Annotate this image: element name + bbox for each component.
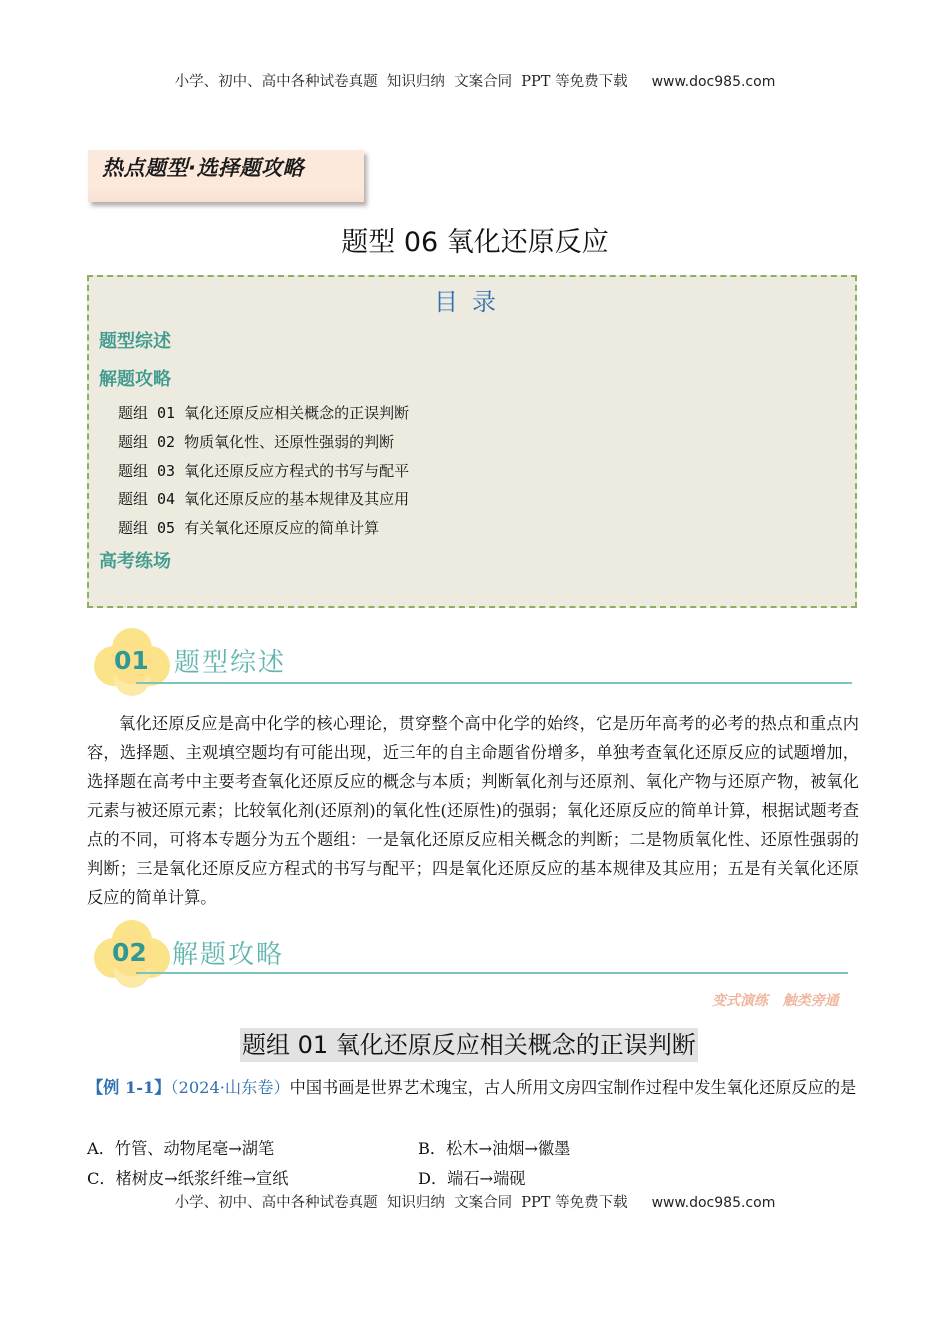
option-key: C． — [87, 1169, 116, 1188]
section-02-heading — [92, 918, 862, 988]
page-footer — [0, 1191, 950, 1212]
option-key: A． — [87, 1139, 115, 1158]
option-c[interactable] — [87, 1165, 288, 1189]
section-01-heading — [92, 626, 862, 696]
example-source: （2024·山东卷） — [170, 1078, 290, 1097]
section-title: 解题攻略 — [172, 940, 285, 970]
option-a[interactable] — [87, 1135, 274, 1159]
option-key: B． — [418, 1139, 447, 1158]
tagline: 变式演练 触类旁通 — [712, 993, 839, 1009]
section-title: 题型综述 — [174, 648, 287, 678]
option-text: 楮树皮→纸浆纤维→宣纸 — [115, 1169, 289, 1188]
example-question — [87, 1073, 859, 1102]
option-text: 松木→油烟→徽墨 — [446, 1139, 571, 1158]
toc-item[interactable]: 题组 02 物质氧化性、还原性强弱的判断 — [118, 433, 395, 451]
option-text: 竹管、动物尾毫→湖笔 — [114, 1139, 275, 1158]
group-title: 题组 01 氧化还原反应相关概念的正误判断 — [240, 1028, 698, 1062]
section-underline — [136, 972, 848, 974]
banner-label: 热点题型·选择题攻略 — [102, 156, 304, 180]
option-key: D． — [418, 1169, 448, 1188]
section-number: 02 — [112, 938, 147, 967]
header-site: www.doc985.com — [651, 74, 776, 90]
example-label: 【例 1-1】 — [87, 1078, 171, 1097]
topic-banner — [88, 150, 364, 202]
toc-item[interactable]: 题组 04 氧化还原反应的基本规律及其应用 — [118, 490, 410, 508]
overview-paragraph: 氧化还原反应是高中化学的核心理论，贯穿整个高中化学的始终，它是历年高考的必考的热点和重点内容，选择题、主观填空题均有可能出现，近三年的自主命题省份增多，单独考查氧化还原反应的试题增加，选择题在高考中主要考查氧化还原反应的概念与本质；判断氧化剂与还原剂、氧化产物与还原产物，被氧化元素与被还原元素；比较氧化剂(还原剂)的氧化性(还原性)的强弱；氧化还原反应的简单计算，根据试题考查点的不同，可将本专题分为五个题组：一是氧化还原反应相关概念的判断；二是物质氧化性、还原性强弱的判断；三是氧化还原反应方程式的书写与配平；四是氧化还原反应的基本规律及其应用；五是有关氧化还原反应的简单计算。 — [87, 714, 859, 907]
toc-section-strategy[interactable]: 解题攻略 — [99, 369, 171, 390]
page-header — [0, 70, 950, 91]
page-title: 题型 06 氧化还原反应 — [341, 227, 609, 258]
toc-item[interactable]: 题组 01 氧化还原反应相关概念的正误判断 — [118, 404, 410, 422]
toc-section-overview[interactable]: 题型综述 — [99, 331, 171, 352]
example-stem: 中国书画是世界艺术瑰宝，古人所用文房四宝制作过程中发生氧化还原反应的是 — [289, 1078, 857, 1097]
toc-heading: 目录 — [434, 288, 510, 316]
option-text: 端石→端砚 — [447, 1169, 526, 1188]
toc-section-practice[interactable]: 高考练场 — [99, 551, 171, 572]
toc-item[interactable]: 题组 05 有关氧化还原反应的简单计算 — [118, 519, 380, 537]
table-of-contents — [87, 275, 857, 608]
footer-site: www.doc985.com — [651, 1195, 776, 1211]
option-b[interactable] — [418, 1135, 570, 1159]
section-underline — [136, 682, 852, 684]
section-number: 01 — [114, 646, 149, 675]
toc-item[interactable]: 题组 03 氧化还原反应方程式的书写与配平 — [118, 462, 410, 480]
header-text: 小学、初中、高中各种试卷真题 知识归纳 文案合同 PPT 等免费下载 — [174, 74, 628, 90]
footer-text: 小学、初中、高中各种试卷真题 知识归纳 文案合同 PPT 等免费下载 — [174, 1195, 628, 1211]
option-d[interactable] — [418, 1165, 526, 1189]
